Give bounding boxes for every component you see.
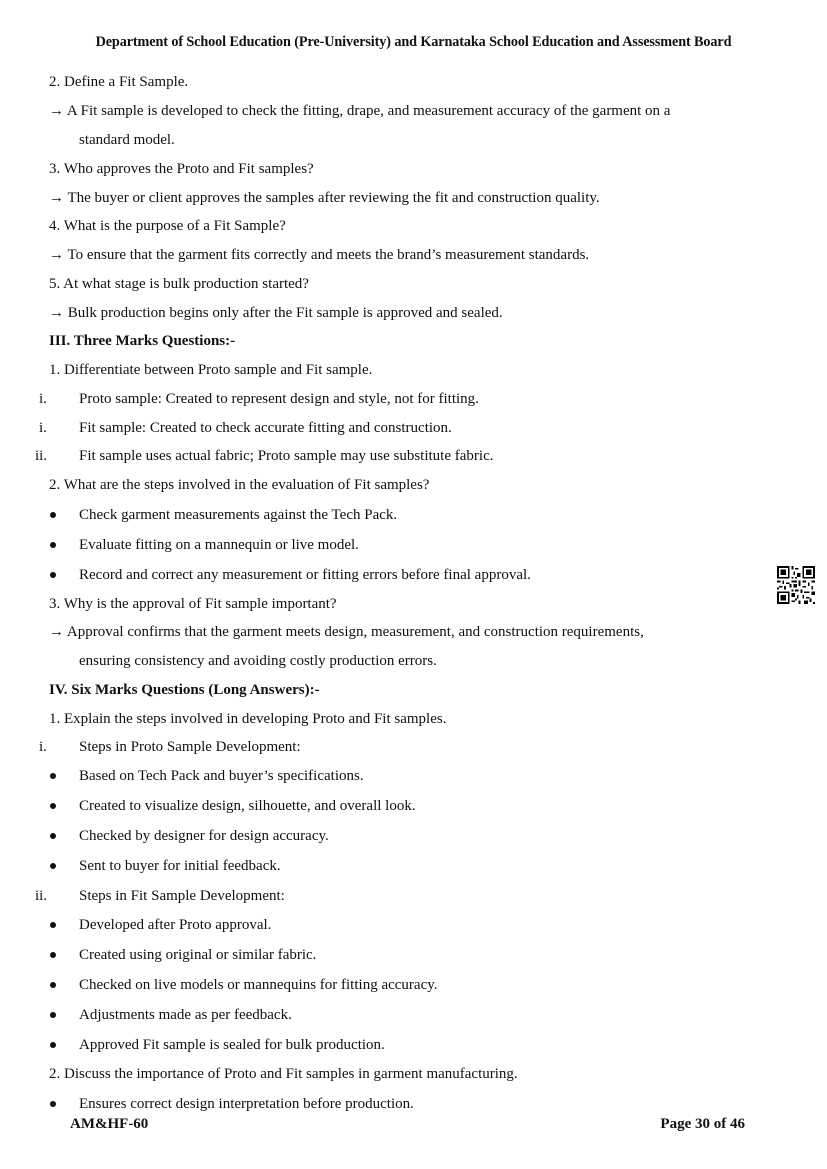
list-marker: ii. — [35, 448, 48, 464]
list-item: Checked by designer for design accuracy. — [79, 828, 329, 844]
list-item: Based on Tech Pack and buyer’s specifications. — [79, 768, 364, 784]
list-item: Evaluate fitting on a mannequin or live model. — [79, 537, 359, 553]
answer-2: → A Fit sample is developed to check the fitting, drape, and measurement accuracy of the garment on a — [49, 103, 671, 119]
question-3: 3. Who approves the Proto and Fit samples? — [49, 161, 314, 177]
answer-5: → Bulk production begins only after the Fit sample is approved and sealed. — [49, 305, 503, 321]
list-item: Developed after Proto approval. — [79, 917, 272, 933]
answer-3-three: → Approval confirms that the garment meets design, measurement, and construction requirements, — [49, 624, 644, 640]
answer-3: → The buyer or client approves the samples after reviewing the fit and construction quality. — [49, 190, 600, 206]
list-item: Proto sample: Created to represent design and style, not for fitting. — [79, 391, 479, 407]
bullet-icon — [50, 982, 56, 988]
list-item: Created using original or similar fabric. — [79, 947, 317, 963]
list-item: Approved Fit sample is sealed for bulk production. — [79, 1037, 385, 1053]
list-item: Fit sample: Created to check accurate fitting and construction. — [79, 420, 452, 436]
question-2-six: 2. Discuss the importance of Proto and Fit samples in garment manufacturing. — [49, 1066, 518, 1082]
question-2-three: 2. What are the steps involved in the evaluation of Fit samples? — [49, 477, 430, 493]
list-marker: i. — [39, 391, 47, 407]
document-code: AM&HF-60 — [70, 1116, 149, 1132]
list-item: Steps in Proto Sample Development: — [79, 739, 301, 755]
page-header: Department of School Education (Pre-University) and Karnataka School Education and Assessment Board — [95, 34, 732, 50]
answer-2-cont: standard model. — [79, 132, 175, 148]
list-marker: i. — [39, 739, 47, 755]
list-item: Steps in Fit Sample Development: — [79, 888, 285, 904]
question-4: 4. What is the purpose of a Fit Sample? — [49, 218, 286, 234]
list-item: Checked on live models or mannequins for fitting accuracy. — [79, 977, 438, 993]
bullet-icon — [50, 922, 56, 928]
bullet-icon — [50, 833, 56, 839]
answer-4: → To ensure that the garment fits correctly and meets the brand’s measurement standards. — [49, 247, 590, 263]
list-item: Fit sample uses actual fabric; Proto sample may use substitute fabric. — [79, 448, 494, 464]
list-item: Check garment measurements against the Tech Pack. — [79, 507, 398, 523]
list-marker: ii. — [35, 888, 48, 904]
bullet-icon — [50, 952, 56, 958]
list-item: Sent to buyer for initial feedback. — [79, 858, 281, 874]
section-heading-six-marks: IV. Six Marks Questions (Long Answers):- — [49, 682, 320, 698]
question-1-six: 1. Explain the steps involved in developing Proto and Fit samples. — [49, 711, 447, 727]
bullet-icon — [50, 542, 56, 548]
list-item: Created to visualize design, silhouette, and overall look. — [79, 798, 416, 814]
question-1-three: 1. Differentiate between Proto sample and Fit sample. — [49, 362, 373, 378]
list-item: Ensures correct design interpretation before production. — [79, 1096, 414, 1112]
list-item: Record and correct any measurement or fitting errors before final approval. — [79, 567, 531, 583]
list-marker: i. — [39, 420, 47, 436]
question-5: 5. At what stage is bulk production started? — [49, 276, 309, 292]
bullet-icon — [50, 1012, 56, 1018]
bullet-icon — [50, 773, 56, 779]
bullet-icon — [50, 512, 56, 518]
question-3-three: 3. Why is the approval of Fit sample important? — [49, 596, 337, 612]
section-heading-three-marks: III. Three Marks Questions:- — [49, 333, 236, 349]
bullet-icon — [50, 1042, 56, 1048]
bullet-icon — [50, 803, 56, 809]
question-2: 2. Define a Fit Sample. — [49, 74, 189, 90]
bullet-icon — [50, 1101, 56, 1107]
bullet-icon — [50, 863, 56, 869]
list-item: Adjustments made as per feedback. — [79, 1007, 292, 1023]
answer-3-three-cont: ensuring consistency and avoiding costly production errors. — [79, 653, 437, 669]
qr-code-icon[interactable] — [777, 566, 815, 604]
page-number: Page 30 of 46 — [660, 1116, 745, 1132]
bullet-icon — [50, 572, 56, 578]
